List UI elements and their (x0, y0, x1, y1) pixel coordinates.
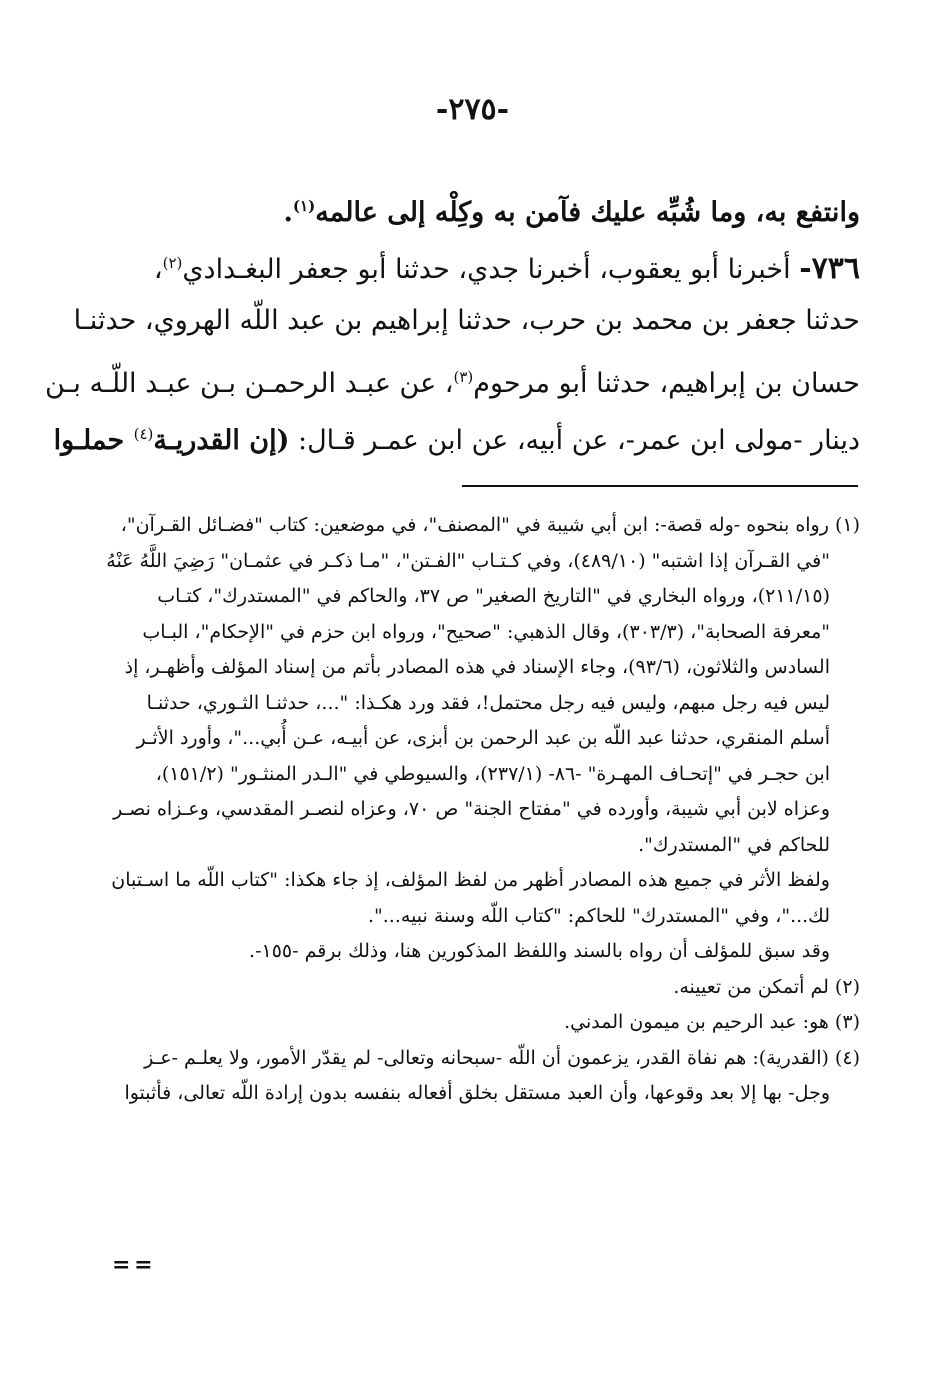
footnote-ref-4[interactable]: (٤) (133, 425, 154, 443)
footnote-line: "معرفة الصحابة"، (٣٠٣/٣)، وقال الذهبي: "صحيح"، ورواه ابن حزم في "الإحكام"، البـاب (142, 620, 830, 643)
main-line-1-text: وانتفع به، وما شُبِّه عليك فآمن به وكِلْه إلى عالمه (315, 197, 860, 228)
footnote-line: (٣) هو: عبد الرحيم بن ميمون المدني. (564, 1011, 860, 1033)
footnotes (100, 508, 860, 1112)
main-line-2 (100, 235, 860, 292)
footnote-line: وقد سبق للمؤلف أن رواه بالسند واللفظ المذكورين هنا، وذلك برقم -١٥٥-. (249, 940, 830, 962)
footnote-line: (٢) لم أتمكن من تعيينه. (673, 975, 860, 998)
main-line-5-emph-end: حملـوا (53, 425, 134, 456)
footnote-line: ابن حجـر في "إتحـاف المهـرة" -٨٦- (٢٣٧/١)، والسيوطي في "الـدر المنثـور" (١٥١/٢)، (155, 762, 830, 785)
main-line-2-text: أخبرنا أبو يعقوب، أخبرنا جدي، حدثنا أبو جعفر البغـدادي (182, 254, 791, 285)
main-text (44, 178, 860, 463)
footnote-line: السادس والثلاثون، (٩٣/٦)، وجاء الإسناد في هذه المصادر بأتم من إسناد المؤلف وأظهـر، إذ (124, 656, 830, 678)
main-line-5 (53, 406, 860, 463)
footnote-ref-3[interactable]: (٣) (453, 368, 474, 386)
footnote-line: لك..."، وفي "المستدرك" للحاكم: "كتاب اللّه وسنة نبيه...". (367, 904, 830, 927)
footnote-separator (462, 485, 858, 487)
main-line-4 (44, 349, 860, 406)
footnote-line: (٤) (القدرية): هم نفاة القدر، يزعمون أن اللّه -سبحانه وتعالى- لم يقدّر الأمور، ولا يعلـم -عـز (144, 1046, 860, 1069)
footnote-line: (١) رواه بنحوه -وله قصة-: ابن أبي شيبة في "المصنف"، في موضعين: كتاب "فضـائل القـرآن"، (120, 514, 860, 536)
main-line-1 (100, 178, 860, 235)
main-line-1-end: . (283, 197, 293, 228)
main-line-4-text-a: حسان بن إبراهيم، حدثنا أبو مرحوم (473, 368, 860, 399)
footnote-ref-1[interactable]: (١) (292, 197, 316, 215)
hadith-number: ٧٣٦- (799, 251, 860, 286)
footnote-ref-2[interactable]: (٢) (162, 254, 183, 272)
footnote-line: (٢١١/١٥)، ورواه البخاري في "التاريخ الصغير" ص ٣٧، والحاكم في "المستدرك"، كتـاب (157, 585, 830, 607)
main-line-3: حدثنا جعفر بن محمد بن حرب، حدثنا إبراهيم بن عبد اللّه الهروي، حدثنـا (73, 305, 860, 336)
main-line-4-text-b: ، عن عبـد الرحمـن بـن عبـد اللّـه بـن (44, 368, 454, 399)
footnote-line: ولفظ الأثر في جميع هذه المصادر أظهر من لفظ المؤلف، إذ جاء هكذا: "كتاب اللّه ما اسـتبان (111, 869, 830, 891)
footnote-line: ليس فيه رجل مبهم، وليس فيه رجل محتمل!، فقد ورد هكـذا: "...، حدثنـا الثـوري، حدثنـا (146, 691, 830, 714)
footnote-line: وجل- بها إلا بعد وقوعها، وأن العبد مستقل بخلق أفعاله بنفسه بدون إرادة اللّه تعالى، فأثبتوا (124, 1082, 830, 1104)
main-line-2-end: ، (153, 254, 163, 285)
main-line-5-text: دينار -مولى ابن عمر-، عن أبيه، عن ابن عمـر قـال: (289, 425, 860, 456)
footnote-line: وعزاه لابن أبي شيبة، وأورده في "مفتاح الجنة" ص ٧٠، وعزاه لنصـر المقدسي، وعـزاه نصـر (113, 798, 830, 820)
footnote-line: أسلم المنقري، حدثنا عبد اللّه بن عبد الرحمن بن أبزى، عن أبيـه، عـن أُبي..."، وأورد الأثـر (136, 727, 830, 749)
page-number: -٢٧٥- (435, 92, 510, 127)
footnote-line: للحاكم في "المستدرك". (638, 833, 830, 856)
footnote-line: "في القـرآن إذا اشتبه" (٤٨٩/١٠)، وفي كـتـاب "الفـتن"، "مـا ذكـر في عثمـان" رَضِيَ اللَّهُ عَنْهُ (106, 549, 830, 572)
continuation-mark: = = (112, 1252, 151, 1278)
main-line-5-emph: (إن القدريـة (153, 425, 290, 456)
